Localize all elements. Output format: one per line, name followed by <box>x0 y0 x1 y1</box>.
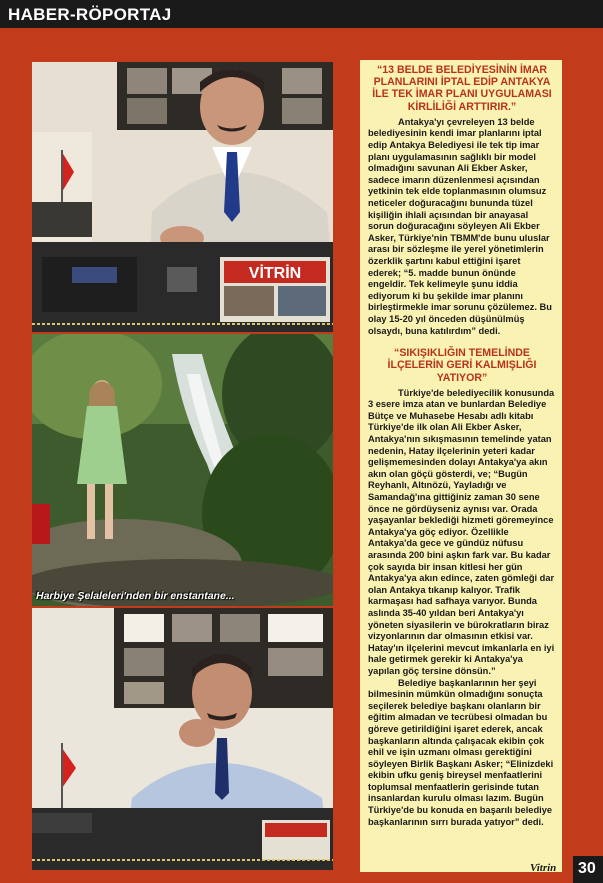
photo-interview-portrait <box>32 608 333 870</box>
photo-waterfall <box>32 334 333 606</box>
article-text <box>368 64 556 828</box>
paragraph-sikisiklik: Türkiye'de belediyecilik konusunda 3 esere imza atan ve bunlardan Belediye Bütçe ve Muhasebe Hesabı adlı kitabı Türkiye'de ilk olan Ali Ekber Asker, Antakya'nın sıkışmasının temelinde yatan nedenin, Hatay ilçelerinin yeteri kadar gelişmemesinden dolayı Antakya'ya akın akın olan göçü gösterdi, ve; “Bugün Reyhanlı, Altınözü, Yayladığı ve Samandağ'ına gittiğiniz zaman 30 sene önce ne gördüyseniz aynısı var. Orada yaşayanlar beklediği hizmeti göremeyince Antakya'ya göç ediyor. Özellikle Antakya'da gece ve gündüz nüfusu arasında 200 bini aşkın fark var. Bu kadar çok sayıda bir insan kitlesi her gün Antakya'ya akın edince, zaten gömleği dar olan Antakya tıkanıp kalıyor. Trafik karmaşası had safhaya varıyor. Bunda aslında 35-40 yıldan beri Antakya'yı yöneten siyasilerin ve bürokratların biraz vizyonlarının dar olmasının etkisi var. Hatay'ın ilçelerini mevcut imkanlarla en iyi hale getirmek gerekir ki Antakya'ya yapılan göç tersine dönsün.” <box>368 387 555 676</box>
magazine-logo: Vitrin <box>530 862 557 874</box>
headline-imar: “13 BELDE BELEDİYESİNİN İMAR PLANLARINI İPTAL EDİP ANTAKYA İLE TEK İMAR PLANI UYGULAMASI KİRLİLİĞİ ARTTIRIR.” <box>372 64 552 113</box>
photo-caption: Harbiye Şelaleleri'nden bir enstantane... <box>36 590 235 602</box>
page-number: 30 <box>578 860 596 877</box>
magazine-cover-title: VİTRİN <box>248 265 302 282</box>
paragraph-imar: Antakya'yı çevreleyen 13 belde belediyesinin kendi imar planlarını iptal edip Antakya Belediyesi ile tek tip imar planı uygulamasının sağlıklı bir model olmadığını savunan Ali Ekber Asker, sadece imarın düzenlenmesi açısından yetkinin tek elde toplanmasının olumsuz neticeler doğuracağını bununda tüzel kişiliğin ihlali açısından bir anayasal sorun doğuracağını söyleyen Ali Ekber Asker, Türkiye'nin TBMM'de bunu uluslar arası bir sözleşme ile yerel yönetimlerin özerklik şartını kabul ettiğini işaret ederek; “5. madde bunun önünde engeldir. Tek kelimeyle şunu iddia ediyorum ki bu şekilde imar planını birleştirmekle imar sorunu çözülemez. Bu olay 15-20 yıl önceden düşünülmüş olsaydı, buna katılırdım” dedi. <box>368 116 552 336</box>
section-title: HABER-RÖPORTAJ <box>8 5 172 24</box>
paragraph-ekip: Belediye başkanlarının her şeyi bilmesinin mümkün olmadığını sonuçta seçilerek belediye başkanı olanların bir eğitim almadan ve tecrübesi olmadan bu göreve getirildiğini işaret ederek, ancak başkanların altında çalışacak ekibin çok ehil ve işin uzmanı olması gerektiğini söyleyen Birlik Başkanı Asker; “Elinizdeki ekibin ufku geniş bireysel menfaatlerini toplumsal menfaatlerin gerisinde tutan insanlardan kurulu olması lazım. Bugün Türkiye'de bu konuda en başarılı belediye başkanlarının sırrı burada yatıyor” dedi. <box>368 677 554 827</box>
headline-sikisiklik: “SIKIŞIKLIĞIN TEMELİNDE İLÇELERİN GERİ KALMIŞLIĞI YATIYOR” <box>387 347 537 384</box>
photo-interview-desk <box>32 62 333 332</box>
